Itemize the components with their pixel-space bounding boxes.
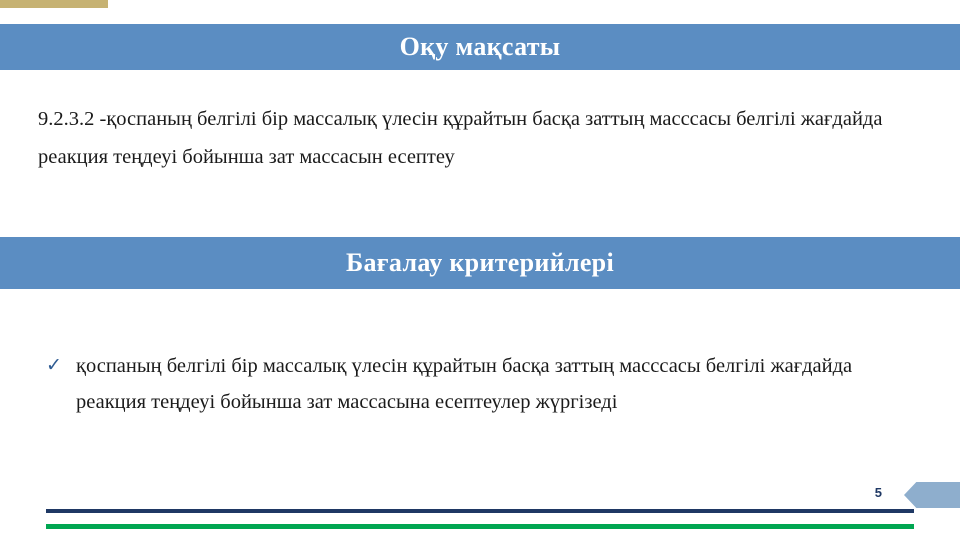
check-icon: ✓ [46, 355, 62, 376]
criteria-item-text: қоспаның белгілі бір массалық үлесін құрайтын басқа заттың масссасы белгілі жағдайда реакция теңдеуі бойынша зат массасына есептеулер жүргізеді [76, 355, 853, 414]
page-number: 5 [874, 485, 882, 500]
section-header-objective [0, 24, 960, 70]
bottom-rule-green [46, 524, 914, 529]
objective-body-text: 9.2.3.2 -қоспаның белгілі бір массалық үлесін құрайтын басқа заттың масссасы белгілі жағдайда реакция теңдеуі бойынша зат массасын есептеу [38, 108, 883, 168]
corner-arrow-tab [904, 482, 960, 508]
criteria-heading: Бағалау критерийлері [346, 247, 614, 277]
list-item [46, 348, 898, 421]
objective-heading: Оқу мақсаты [399, 31, 561, 61]
top-accent-bar [0, 0, 108, 8]
bottom-rule-navy [46, 509, 914, 513]
criteria-list [46, 348, 898, 421]
section-header-criteria [0, 237, 960, 289]
